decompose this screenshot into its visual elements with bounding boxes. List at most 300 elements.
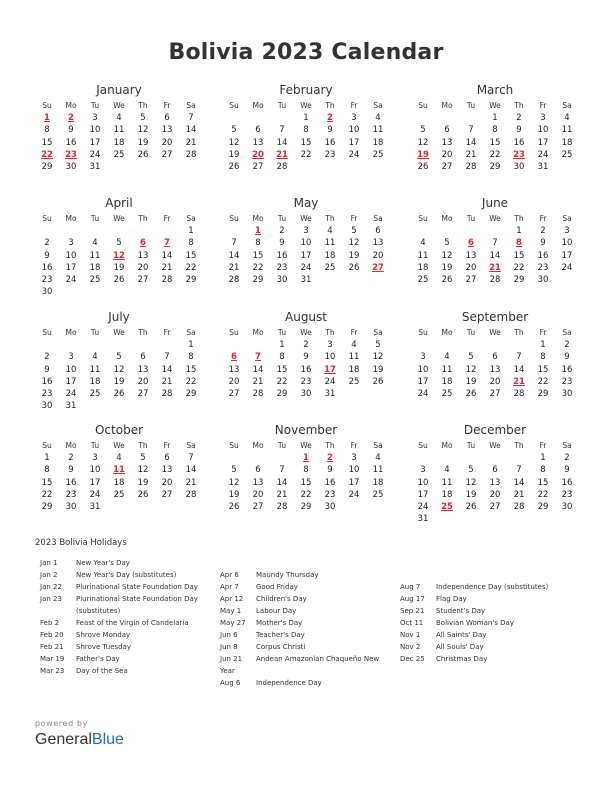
day-cell: 6: [375, 226, 381, 237]
day-cell: 5: [231, 125, 237, 136]
empty-day-cell: [246, 452, 270, 464]
weekday-header: Tu: [277, 328, 287, 337]
holiday-date: Oct 11: [400, 618, 424, 627]
day-cell: 11: [89, 250, 101, 261]
empty-day-cell: [411, 225, 435, 237]
month-grid: [35, 100, 203, 173]
empty-day-cell: [222, 452, 246, 464]
holiday-row: [40, 630, 220, 642]
empty-day-cell: [155, 400, 179, 412]
holiday-name: All Souls' Day: [436, 642, 484, 651]
day-cell: 19: [228, 149, 240, 160]
day-cell: 4: [564, 113, 570, 124]
empty-day-cell: [366, 274, 390, 286]
day-cell: 8: [492, 125, 498, 136]
day-cell: 26: [228, 501, 240, 512]
weekday-header: Tu: [466, 101, 476, 110]
day-cell: 23: [300, 376, 312, 387]
holiday-name: Good Friday: [256, 582, 298, 591]
day-cell: 14: [465, 137, 477, 148]
day-cell: 29: [300, 501, 312, 512]
month-march: [411, 83, 579, 173]
empty-day-cell: [411, 112, 435, 124]
holiday-date: May 1: [220, 606, 242, 615]
day-cell: 23: [537, 262, 549, 273]
day-cell: 30: [276, 274, 288, 285]
month-name: September: [461, 310, 529, 324]
empty-day-cell: [411, 339, 435, 351]
day-cell: 16: [65, 477, 77, 488]
holiday-row: [220, 606, 400, 618]
day-cell: 10: [300, 238, 312, 249]
day-cell: 30: [300, 388, 312, 399]
day-cell: 3: [92, 453, 98, 464]
day-cell: 16: [513, 137, 525, 148]
day-cell: 10: [561, 238, 573, 249]
weekday-header: We: [113, 101, 125, 110]
holiday-row: [40, 606, 220, 618]
empty-day-cell: [555, 161, 579, 173]
day-cell: 30: [324, 501, 336, 512]
day-cell: 13: [489, 364, 501, 375]
holiday-row: [40, 666, 220, 678]
empty-day-cell: [246, 112, 270, 124]
day-cell: 18: [89, 376, 101, 387]
day-cell: 2: [564, 453, 570, 464]
day-cell: 24: [65, 274, 77, 285]
holiday-date: Jan 23: [40, 594, 62, 603]
day-cell: 7: [492, 238, 498, 249]
day-cell: 12: [137, 465, 149, 476]
day-cell: 5: [116, 238, 122, 249]
day-cell: 18: [324, 250, 336, 261]
day-cell: 1: [540, 453, 546, 464]
day-cell: 13: [372, 238, 384, 249]
holiday-day-cell: 21: [276, 149, 288, 160]
day-cell: 21: [465, 149, 477, 160]
weekday-header: We: [300, 328, 312, 337]
day-cell: 21: [228, 262, 240, 273]
day-cell: 10: [89, 465, 101, 476]
weekday-header: Mo: [252, 328, 264, 337]
day-cell: 26: [137, 149, 149, 160]
day-cell: 4: [92, 238, 98, 249]
day-cell: 16: [41, 376, 53, 387]
day-cell: 18: [561, 137, 573, 148]
weekday-header: Sa: [186, 214, 196, 223]
holiday-name: Independence Day: [256, 678, 322, 687]
weekday-header: Th: [325, 214, 335, 223]
day-cell: 16: [324, 477, 336, 488]
day-cell: 20: [372, 250, 384, 261]
holiday-date: May 27: [220, 618, 246, 627]
day-cell: 24: [324, 376, 336, 387]
holiday-date: Apr 7: [220, 582, 239, 591]
day-cell: 8: [303, 125, 309, 136]
holiday-date: Apr 6: [220, 571, 239, 579]
holiday-day-cell: 25: [441, 501, 453, 512]
day-cell: 16: [561, 477, 573, 488]
day-cell: 2: [516, 113, 522, 124]
day-cell: 8: [44, 125, 50, 136]
day-cell: 10: [324, 352, 336, 363]
holiday-row: [220, 618, 400, 630]
day-cell: 25: [372, 489, 384, 500]
day-cell: 29: [41, 501, 53, 512]
month-grid: [35, 440, 203, 513]
empty-day-cell: [435, 112, 459, 124]
day-cell: 14: [185, 125, 197, 136]
day-cell: 15: [537, 364, 549, 375]
holiday-day-cell: 6: [231, 352, 237, 363]
holiday-day-cell: 19: [417, 149, 429, 160]
day-cell: 3: [68, 352, 74, 363]
holiday-name: New Year's Day: [76, 559, 130, 567]
month-name: March: [476, 83, 514, 97]
day-cell: 9: [279, 238, 285, 249]
holiday-day-cell: 20: [252, 149, 264, 160]
day-cell: 2: [540, 226, 546, 237]
day-cell: 15: [300, 477, 312, 488]
day-cell: 23: [324, 149, 336, 160]
day-cell: 13: [489, 477, 501, 488]
empty-day-cell: [131, 225, 155, 237]
day-cell: 31: [300, 274, 312, 285]
day-cell: 26: [113, 274, 125, 285]
weekday-header: Fr: [539, 101, 547, 110]
day-cell: 29: [489, 161, 501, 172]
day-cell: 19: [228, 489, 240, 500]
empty-day-cell: [366, 388, 390, 400]
holiday-day-cell: 23: [65, 149, 77, 160]
day-cell: 19: [137, 477, 149, 488]
weekday-header: Fr: [350, 441, 358, 450]
empty-day-cell: [366, 161, 390, 173]
holiday-name: New Year's Day (substitutes): [76, 570, 177, 579]
day-cell: 20: [228, 376, 240, 387]
day-cell: 2: [44, 238, 50, 249]
day-cell: 12: [113, 364, 125, 375]
month-july: [35, 310, 203, 412]
weekday-header: Su: [229, 214, 239, 223]
holiday-date: Feb 20: [40, 630, 64, 639]
empty-day-cell: [155, 339, 179, 351]
day-cell: 17: [89, 137, 101, 148]
weekday-header: Tu: [466, 214, 476, 223]
empty-day-cell: [507, 513, 531, 525]
weekday-header: Su: [229, 328, 239, 337]
day-cell: 27: [137, 388, 149, 399]
holiday-row: [220, 666, 400, 678]
day-cell: 11: [372, 125, 384, 136]
empty-day-cell: [459, 339, 483, 351]
day-cell: 28: [489, 274, 501, 285]
weekday-header: Th: [138, 441, 148, 450]
holiday-day-cell: 7: [255, 352, 261, 363]
day-cell: 1: [188, 226, 194, 237]
day-cell: 28: [276, 161, 288, 172]
day-cell: 24: [537, 149, 549, 160]
day-cell: 20: [465, 262, 477, 273]
holiday-date: Feb 2: [40, 618, 60, 627]
day-cell: 3: [92, 113, 98, 124]
holiday-day-cell: 2: [68, 113, 74, 124]
weekday-header: We: [300, 101, 312, 110]
day-cell: 19: [465, 376, 477, 387]
holiday-column: [40, 558, 220, 678]
day-cell: 20: [252, 489, 264, 500]
day-cell: 9: [540, 238, 546, 249]
day-cell: 26: [417, 161, 429, 172]
month-january: [35, 83, 203, 173]
empty-day-cell: [179, 161, 203, 173]
weekday-header: We: [489, 101, 501, 110]
day-cell: 27: [161, 489, 173, 500]
empty-day-cell: [555, 513, 579, 525]
empty-day-cell: [107, 339, 131, 351]
holiday-day-cell: 7: [164, 238, 170, 249]
month-name: January: [96, 83, 142, 97]
day-cell: 25: [372, 149, 384, 160]
day-cell: 5: [140, 453, 146, 464]
weekday-header: Fr: [163, 101, 171, 110]
day-cell: 21: [513, 489, 525, 500]
holiday-day-cell: 1: [255, 226, 261, 237]
weekday-header: Su: [42, 101, 52, 110]
holiday-name: Maundy Thursday: [256, 571, 319, 579]
weekday-header: Tu: [277, 441, 287, 450]
day-cell: 22: [41, 489, 53, 500]
day-cell: 16: [65, 137, 77, 148]
day-cell: 13: [465, 250, 477, 261]
day-cell: 14: [252, 364, 264, 375]
empty-day-cell: [179, 286, 203, 298]
month-grid: [411, 327, 579, 400]
holiday-row: [220, 630, 400, 642]
day-cell: 21: [185, 137, 197, 148]
day-cell: 28: [161, 388, 173, 399]
day-cell: 18: [372, 477, 384, 488]
day-cell: 23: [561, 376, 573, 387]
weekday-header: Th: [138, 101, 148, 110]
weekday-header: Fr: [163, 214, 171, 223]
holiday-row: [400, 642, 580, 654]
day-cell: 22: [537, 489, 549, 500]
empty-day-cell: [411, 452, 435, 464]
day-cell: 13: [252, 477, 264, 488]
holiday-name: Mother's Day: [256, 618, 303, 627]
day-cell: 14: [276, 137, 288, 148]
empty-day-cell: [342, 274, 366, 286]
empty-day-cell: [483, 225, 507, 237]
day-cell: 19: [137, 137, 149, 148]
day-cell: 20: [441, 149, 453, 160]
day-cell: 3: [540, 113, 546, 124]
empty-day-cell: [294, 161, 318, 173]
month-april: [35, 196, 203, 298]
day-cell: 15: [185, 250, 197, 261]
day-cell: 14: [513, 364, 525, 375]
empty-day-cell: [155, 161, 179, 173]
day-cell: 24: [417, 388, 429, 399]
holiday-date: Jun 21: [220, 654, 243, 663]
holiday-date: Year: [220, 666, 235, 675]
day-cell: 5: [231, 465, 237, 476]
empty-day-cell: [131, 400, 155, 412]
holiday-name: Corpus Christi: [256, 642, 306, 651]
day-cell: 10: [65, 250, 77, 261]
weekday-header: Mo: [252, 441, 264, 450]
empty-day-cell: [555, 274, 579, 286]
day-cell: 7: [188, 113, 194, 124]
day-cell: 28: [161, 274, 173, 285]
holiday-date: Jan 22: [40, 582, 62, 591]
day-cell: 18: [113, 477, 125, 488]
holiday-row: [40, 594, 220, 606]
day-cell: 22: [300, 489, 312, 500]
day-cell: 10: [348, 125, 360, 136]
month-june: [411, 196, 579, 286]
day-cell: 4: [327, 226, 333, 237]
day-cell: 27: [161, 149, 173, 160]
day-cell: 6: [255, 125, 261, 136]
empty-day-cell: [222, 225, 246, 237]
empty-day-cell: [59, 339, 83, 351]
holiday-day-cell: 23: [513, 149, 525, 160]
holiday-date: Mar 19: [40, 654, 65, 663]
empty-day-cell: [270, 452, 294, 464]
weekday-header: Sa: [562, 328, 572, 337]
day-cell: 7: [164, 352, 170, 363]
empty-day-cell: [131, 501, 155, 513]
month-name: October: [94, 423, 144, 437]
month-name: February: [279, 83, 333, 97]
day-cell: 13: [161, 465, 173, 476]
weekday-header: Sa: [373, 441, 383, 450]
day-cell: 17: [65, 262, 77, 273]
weekday-header: Tu: [277, 101, 287, 110]
holiday-row: [220, 678, 400, 690]
holiday-row: [220, 642, 400, 654]
empty-day-cell: [435, 225, 459, 237]
day-cell: 7: [516, 352, 522, 363]
weekday-header: We: [300, 214, 312, 223]
day-cell: 26: [348, 262, 360, 273]
weekday-header: Su: [42, 328, 52, 337]
holiday-row: [220, 570, 400, 582]
month-october: [35, 423, 203, 513]
day-cell: 7: [516, 465, 522, 476]
day-cell: 22: [185, 376, 197, 387]
day-cell: 3: [564, 226, 570, 237]
weekday-header: Tu: [90, 328, 100, 337]
empty-day-cell: [131, 161, 155, 173]
day-cell: 17: [417, 376, 429, 387]
day-cell: 26: [113, 388, 125, 399]
day-cell: 9: [303, 352, 309, 363]
holiday-day-cell: 22: [41, 149, 53, 160]
month-february: [222, 83, 390, 173]
day-cell: 26: [465, 501, 477, 512]
day-cell: 4: [92, 352, 98, 363]
holiday-row: [40, 570, 220, 582]
day-cell: 9: [68, 125, 74, 136]
day-cell: 21: [161, 376, 173, 387]
weekday-header: We: [113, 441, 125, 450]
day-cell: 29: [276, 388, 288, 399]
empty-day-cell: [507, 452, 531, 464]
day-cell: 4: [444, 465, 450, 476]
holiday-day-cell: 1: [303, 453, 309, 464]
day-cell: 16: [537, 250, 549, 261]
day-cell: 3: [420, 352, 426, 363]
day-cell: 8: [44, 465, 50, 476]
weekday-header: Fr: [350, 101, 358, 110]
day-cell: 22: [513, 262, 525, 273]
day-cell: 24: [348, 489, 360, 500]
day-cell: 26: [137, 489, 149, 500]
day-cell: 25: [417, 274, 429, 285]
day-cell: 8: [188, 238, 194, 249]
day-cell: 1: [44, 453, 50, 464]
month-name: August: [285, 310, 327, 324]
holiday-day-cell: 6: [140, 238, 146, 249]
day-cell: 31: [537, 161, 549, 172]
month-grid: [35, 213, 203, 298]
day-cell: 23: [561, 489, 573, 500]
empty-day-cell: [318, 274, 342, 286]
weekday-header: Mo: [65, 441, 77, 450]
day-cell: 14: [161, 250, 173, 261]
day-cell: 23: [324, 489, 336, 500]
day-cell: 16: [561, 364, 573, 375]
empty-day-cell: [131, 286, 155, 298]
day-cell: 27: [489, 388, 501, 399]
holiday-date: Jan 2: [40, 570, 58, 579]
day-cell: 20: [161, 477, 173, 488]
empty-day-cell: [179, 501, 203, 513]
day-cell: 27: [252, 501, 264, 512]
month-grid: [411, 213, 579, 286]
holiday-row: [40, 654, 220, 666]
weekday-header: Mo: [65, 328, 77, 337]
day-cell: 13: [137, 364, 149, 375]
holiday-date: Aug 6: [220, 678, 241, 687]
empty-day-cell: [270, 112, 294, 124]
day-cell: 18: [113, 137, 125, 148]
holiday-row: [400, 630, 580, 642]
holiday-day-cell: 6: [468, 238, 474, 249]
month-november: [222, 423, 390, 513]
day-cell: 30: [537, 274, 549, 285]
day-cell: 12: [228, 477, 240, 488]
weekday-header: Su: [418, 214, 428, 223]
weekday-header: Th: [138, 328, 148, 337]
brand-general: General: [35, 731, 92, 748]
weekday-header: Sa: [373, 101, 383, 110]
holiday-row: [400, 606, 580, 618]
day-cell: 5: [351, 226, 357, 237]
holiday-date: Apr 12: [220, 594, 244, 603]
day-cell: 27: [252, 161, 264, 172]
day-cell: 8: [188, 352, 194, 363]
day-cell: 1: [303, 113, 309, 124]
day-cell: 15: [537, 477, 549, 488]
weekday-header: Sa: [373, 328, 383, 337]
day-cell: 20: [161, 137, 173, 148]
day-cell: 20: [137, 376, 149, 387]
empty-day-cell: [483, 513, 507, 525]
